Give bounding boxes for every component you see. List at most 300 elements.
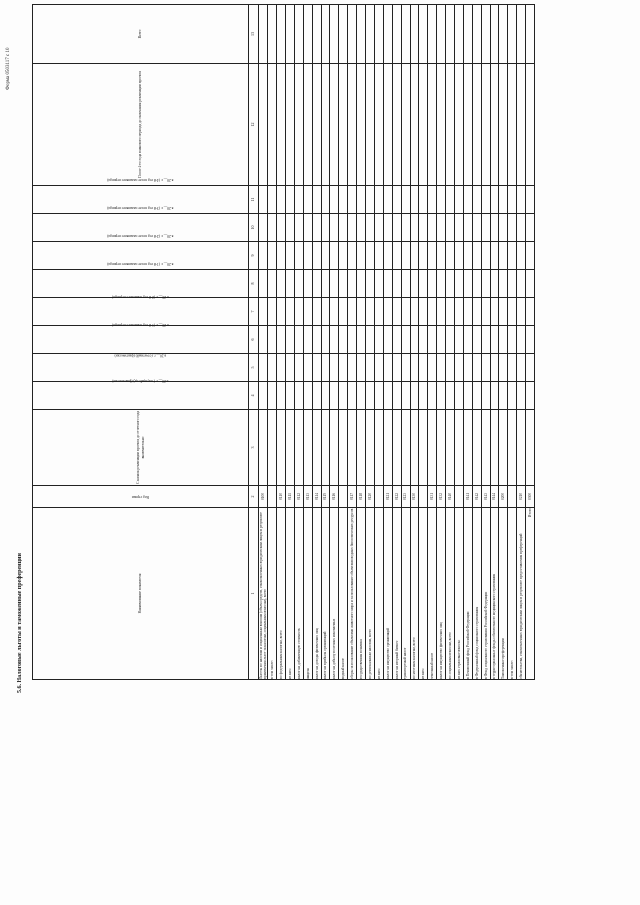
value-cell[interactable] (463, 5, 472, 64)
value-cell[interactable] (312, 410, 321, 486)
value-cell[interactable] (410, 354, 419, 382)
value-cell[interactable] (446, 410, 455, 486)
value-cell[interactable] (517, 270, 526, 298)
value-cell[interactable] (330, 186, 339, 214)
value-cell[interactable] (312, 242, 321, 270)
value-cell[interactable] (410, 186, 419, 214)
value-cell[interactable] (294, 326, 303, 354)
value-cell[interactable] (348, 5, 357, 64)
value-cell[interactable] (454, 242, 463, 270)
value-cell[interactable] (268, 214, 277, 242)
value-cell[interactable] (330, 326, 339, 354)
value-cell[interactable] (428, 242, 437, 270)
value-cell[interactable] (481, 270, 490, 298)
value-cell[interactable] (286, 186, 295, 214)
value-cell[interactable] (463, 410, 472, 486)
value-cell[interactable] (366, 354, 375, 382)
value-cell[interactable] (392, 382, 401, 410)
value-cell[interactable] (339, 354, 348, 382)
value-cell[interactable] (312, 64, 321, 186)
value-cell[interactable] (312, 5, 321, 64)
value-cell[interactable] (357, 186, 366, 214)
value-cell[interactable] (383, 270, 392, 298)
value-cell[interactable] (401, 298, 410, 326)
value-cell[interactable] (374, 214, 383, 242)
value-cell[interactable] (303, 298, 312, 326)
value-cell[interactable] (277, 214, 286, 242)
value-cell[interactable] (348, 270, 357, 298)
value-cell[interactable] (374, 382, 383, 410)
value-cell[interactable] (392, 298, 401, 326)
value-cell[interactable] (419, 298, 428, 326)
value-cell[interactable] (508, 214, 517, 242)
value-cell[interactable] (517, 186, 526, 214)
value-cell[interactable] (428, 270, 437, 298)
value-cell[interactable] (454, 186, 463, 214)
value-cell[interactable] (428, 382, 437, 410)
value-cell[interactable] (446, 270, 455, 298)
value-cell[interactable] (374, 410, 383, 486)
value-cell[interactable] (383, 354, 392, 382)
value-cell[interactable] (268, 5, 277, 64)
value-cell[interactable] (277, 5, 286, 64)
value-cell[interactable] (401, 354, 410, 382)
value-cell[interactable] (348, 382, 357, 410)
value-cell[interactable] (410, 382, 419, 410)
value-cell[interactable] (357, 64, 366, 186)
value-cell[interactable] (330, 298, 339, 326)
value-cell[interactable] (419, 326, 428, 354)
value-cell[interactable] (348, 326, 357, 354)
value-cell[interactable] (508, 382, 517, 410)
value-cell[interactable] (339, 382, 348, 410)
value-cell[interactable] (348, 298, 357, 326)
value-cell[interactable] (277, 410, 286, 486)
value-cell[interactable] (490, 382, 499, 410)
value-cell[interactable] (303, 5, 312, 64)
value-cell[interactable] (374, 326, 383, 354)
value-cell[interactable] (277, 242, 286, 270)
value-cell[interactable] (277, 270, 286, 298)
value-cell[interactable] (312, 354, 321, 382)
value-cell[interactable] (499, 326, 508, 354)
value-cell[interactable] (286, 242, 295, 270)
value-cell[interactable] (419, 270, 428, 298)
value-cell[interactable] (374, 64, 383, 186)
value-cell[interactable] (437, 270, 446, 298)
value-cell[interactable] (392, 326, 401, 354)
value-cell[interactable] (321, 326, 330, 354)
value-cell[interactable] (259, 298, 268, 326)
value-cell[interactable] (401, 214, 410, 242)
value-cell[interactable] (312, 186, 321, 214)
total-value-cell[interactable] (526, 214, 535, 242)
value-cell[interactable] (339, 214, 348, 242)
value-cell[interactable] (392, 270, 401, 298)
total-value-cell[interactable] (526, 354, 535, 382)
total-value-cell[interactable] (526, 298, 535, 326)
value-cell[interactable] (508, 270, 517, 298)
value-cell[interactable] (348, 214, 357, 242)
total-value-cell[interactable] (526, 186, 535, 214)
value-cell[interactable] (259, 242, 268, 270)
value-cell[interactable] (472, 242, 481, 270)
value-cell[interactable] (259, 326, 268, 354)
value-cell[interactable] (374, 186, 383, 214)
value-cell[interactable] (437, 298, 446, 326)
value-cell[interactable] (446, 186, 455, 214)
value-cell[interactable] (463, 186, 472, 214)
value-cell[interactable] (419, 214, 428, 242)
value-cell[interactable] (463, 270, 472, 298)
value-cell[interactable] (286, 326, 295, 354)
value-cell[interactable] (259, 410, 268, 486)
value-cell[interactable] (508, 326, 517, 354)
value-cell[interactable] (481, 410, 490, 486)
value-cell[interactable] (472, 5, 481, 64)
value-cell[interactable] (419, 64, 428, 186)
value-cell[interactable] (472, 410, 481, 486)
value-cell[interactable] (472, 326, 481, 354)
value-cell[interactable] (392, 5, 401, 64)
value-cell[interactable] (463, 354, 472, 382)
value-cell[interactable] (366, 242, 375, 270)
value-cell[interactable] (294, 64, 303, 186)
value-cell[interactable] (419, 242, 428, 270)
value-cell[interactable] (357, 298, 366, 326)
value-cell[interactable] (303, 354, 312, 382)
value-cell[interactable] (277, 354, 286, 382)
value-cell[interactable] (321, 214, 330, 242)
value-cell[interactable] (472, 382, 481, 410)
value-cell[interactable] (303, 410, 312, 486)
value-cell[interactable] (330, 64, 339, 186)
value-cell[interactable] (499, 410, 508, 486)
value-cell[interactable] (268, 410, 277, 486)
value-cell[interactable] (383, 242, 392, 270)
value-cell[interactable] (357, 214, 366, 242)
value-cell[interactable] (517, 214, 526, 242)
value-cell[interactable] (508, 354, 517, 382)
value-cell[interactable] (490, 186, 499, 214)
value-cell[interactable] (286, 354, 295, 382)
value-cell[interactable] (348, 64, 357, 186)
value-cell[interactable] (294, 354, 303, 382)
value-cell[interactable] (339, 410, 348, 486)
value-cell[interactable] (401, 410, 410, 486)
value-cell[interactable] (392, 242, 401, 270)
value-cell[interactable] (437, 64, 446, 186)
value-cell[interactable] (499, 64, 508, 186)
value-cell[interactable] (463, 64, 472, 186)
value-cell[interactable] (286, 5, 295, 64)
value-cell[interactable] (454, 410, 463, 486)
value-cell[interactable] (490, 242, 499, 270)
value-cell[interactable] (286, 214, 295, 242)
value-cell[interactable] (437, 214, 446, 242)
value-cell[interactable] (499, 242, 508, 270)
value-cell[interactable] (419, 354, 428, 382)
value-cell[interactable] (419, 5, 428, 64)
value-cell[interactable] (472, 298, 481, 326)
value-cell[interactable] (357, 5, 366, 64)
value-cell[interactable] (303, 326, 312, 354)
value-cell[interactable] (374, 5, 383, 64)
value-cell[interactable] (277, 382, 286, 410)
value-cell[interactable] (446, 354, 455, 382)
value-cell[interactable] (472, 64, 481, 186)
value-cell[interactable] (277, 186, 286, 214)
value-cell[interactable] (383, 186, 392, 214)
value-cell[interactable] (481, 5, 490, 64)
total-value-cell[interactable] (526, 410, 535, 486)
value-cell[interactable] (472, 186, 481, 214)
value-cell[interactable] (330, 382, 339, 410)
value-cell[interactable] (357, 242, 366, 270)
value-cell[interactable] (517, 242, 526, 270)
value-cell[interactable] (268, 298, 277, 326)
value-cell[interactable] (428, 354, 437, 382)
value-cell[interactable] (259, 214, 268, 242)
value-cell[interactable] (330, 214, 339, 242)
value-cell[interactable] (374, 354, 383, 382)
value-cell[interactable] (428, 298, 437, 326)
value-cell[interactable] (286, 270, 295, 298)
value-cell[interactable] (490, 326, 499, 354)
value-cell[interactable] (428, 64, 437, 186)
value-cell[interactable] (481, 354, 490, 382)
value-cell[interactable] (428, 410, 437, 486)
value-cell[interactable] (366, 64, 375, 186)
value-cell[interactable] (330, 5, 339, 64)
value-cell[interactable] (392, 354, 401, 382)
value-cell[interactable] (312, 382, 321, 410)
value-cell[interactable] (357, 354, 366, 382)
value-cell[interactable] (454, 5, 463, 64)
value-cell[interactable] (517, 382, 526, 410)
value-cell[interactable] (294, 186, 303, 214)
value-cell[interactable] (374, 242, 383, 270)
value-cell[interactable] (437, 326, 446, 354)
value-cell[interactable] (339, 64, 348, 186)
value-cell[interactable] (481, 214, 490, 242)
value-cell[interactable] (446, 326, 455, 354)
value-cell[interactable] (303, 64, 312, 186)
value-cell[interactable] (383, 298, 392, 326)
value-cell[interactable] (472, 354, 481, 382)
value-cell[interactable] (401, 242, 410, 270)
value-cell[interactable] (268, 186, 277, 214)
value-cell[interactable] (517, 354, 526, 382)
value-cell[interactable] (490, 354, 499, 382)
value-cell[interactable] (446, 64, 455, 186)
value-cell[interactable] (401, 270, 410, 298)
value-cell[interactable] (499, 270, 508, 298)
value-cell[interactable] (339, 298, 348, 326)
value-cell[interactable] (321, 382, 330, 410)
value-cell[interactable] (294, 270, 303, 298)
value-cell[interactable] (383, 64, 392, 186)
value-cell[interactable] (303, 382, 312, 410)
value-cell[interactable] (401, 64, 410, 186)
value-cell[interactable] (463, 214, 472, 242)
value-cell[interactable] (499, 382, 508, 410)
value-cell[interactable] (366, 410, 375, 486)
value-cell[interactable] (321, 186, 330, 214)
value-cell[interactable] (508, 242, 517, 270)
value-cell[interactable] (446, 382, 455, 410)
value-cell[interactable] (490, 5, 499, 64)
value-cell[interactable] (481, 186, 490, 214)
value-cell[interactable] (508, 298, 517, 326)
value-cell[interactable] (401, 5, 410, 64)
value-cell[interactable] (259, 270, 268, 298)
value-cell[interactable] (490, 64, 499, 186)
value-cell[interactable] (357, 270, 366, 298)
value-cell[interactable] (419, 382, 428, 410)
value-cell[interactable] (392, 186, 401, 214)
value-cell[interactable] (268, 270, 277, 298)
value-cell[interactable] (437, 410, 446, 486)
value-cell[interactable] (419, 186, 428, 214)
value-cell[interactable] (508, 5, 517, 64)
value-cell[interactable] (268, 326, 277, 354)
value-cell[interactable] (437, 186, 446, 214)
value-cell[interactable] (366, 270, 375, 298)
value-cell[interactable] (259, 382, 268, 410)
value-cell[interactable] (294, 242, 303, 270)
value-cell[interactable] (454, 382, 463, 410)
value-cell[interactable] (454, 64, 463, 186)
value-cell[interactable] (410, 298, 419, 326)
value-cell[interactable] (339, 186, 348, 214)
value-cell[interactable] (428, 214, 437, 242)
value-cell[interactable] (490, 410, 499, 486)
value-cell[interactable] (454, 214, 463, 242)
value-cell[interactable] (463, 298, 472, 326)
value-cell[interactable] (268, 242, 277, 270)
value-cell[interactable] (339, 270, 348, 298)
value-cell[interactable] (499, 354, 508, 382)
value-cell[interactable] (348, 410, 357, 486)
value-cell[interactable] (454, 298, 463, 326)
value-cell[interactable] (446, 214, 455, 242)
value-cell[interactable] (499, 214, 508, 242)
value-cell[interactable] (348, 242, 357, 270)
value-cell[interactable] (481, 326, 490, 354)
value-cell[interactable] (294, 214, 303, 242)
value-cell[interactable] (339, 5, 348, 64)
value-cell[interactable] (392, 214, 401, 242)
value-cell[interactable] (312, 298, 321, 326)
value-cell[interactable] (508, 186, 517, 214)
value-cell[interactable] (437, 382, 446, 410)
value-cell[interactable] (463, 326, 472, 354)
value-cell[interactable] (499, 5, 508, 64)
value-cell[interactable] (517, 326, 526, 354)
value-cell[interactable] (286, 64, 295, 186)
value-cell[interactable] (517, 410, 526, 486)
value-cell[interactable] (303, 214, 312, 242)
value-cell[interactable] (366, 298, 375, 326)
value-cell[interactable] (481, 64, 490, 186)
value-cell[interactable] (321, 298, 330, 326)
total-value-cell[interactable] (526, 382, 535, 410)
value-cell[interactable] (454, 270, 463, 298)
value-cell[interactable] (374, 298, 383, 326)
value-cell[interactable] (348, 186, 357, 214)
value-cell[interactable] (357, 410, 366, 486)
value-cell[interactable] (401, 382, 410, 410)
total-value-cell[interactable] (526, 64, 535, 186)
value-cell[interactable] (277, 64, 286, 186)
value-cell[interactable] (419, 410, 428, 486)
value-cell[interactable] (321, 410, 330, 486)
value-cell[interactable] (321, 5, 330, 64)
value-cell[interactable] (463, 382, 472, 410)
value-cell[interactable] (303, 186, 312, 214)
value-cell[interactable] (268, 354, 277, 382)
value-cell[interactable] (277, 326, 286, 354)
value-cell[interactable] (481, 298, 490, 326)
value-cell[interactable] (410, 214, 419, 242)
value-cell[interactable] (348, 354, 357, 382)
value-cell[interactable] (410, 242, 419, 270)
value-cell[interactable] (312, 270, 321, 298)
value-cell[interactable] (321, 270, 330, 298)
value-cell[interactable] (410, 64, 419, 186)
value-cell[interactable] (437, 242, 446, 270)
value-cell[interactable] (499, 298, 508, 326)
value-cell[interactable] (446, 298, 455, 326)
value-cell[interactable] (472, 214, 481, 242)
total-value-cell[interactable] (526, 5, 535, 64)
value-cell[interactable] (259, 186, 268, 214)
value-cell[interactable] (330, 354, 339, 382)
value-cell[interactable] (490, 214, 499, 242)
value-cell[interactable] (428, 326, 437, 354)
value-cell[interactable] (517, 5, 526, 64)
value-cell[interactable] (428, 5, 437, 64)
value-cell[interactable] (357, 382, 366, 410)
value-cell[interactable] (437, 5, 446, 64)
value-cell[interactable] (294, 382, 303, 410)
value-cell[interactable] (446, 5, 455, 64)
value-cell[interactable] (294, 410, 303, 486)
value-cell[interactable] (366, 214, 375, 242)
value-cell[interactable] (517, 298, 526, 326)
value-cell[interactable] (428, 186, 437, 214)
value-cell[interactable] (481, 382, 490, 410)
value-cell[interactable] (268, 64, 277, 186)
value-cell[interactable] (259, 64, 268, 186)
value-cell[interactable] (259, 5, 268, 64)
value-cell[interactable] (366, 326, 375, 354)
value-cell[interactable] (286, 298, 295, 326)
value-cell[interactable] (401, 326, 410, 354)
value-cell[interactable] (366, 5, 375, 64)
value-cell[interactable] (463, 242, 472, 270)
value-cell[interactable] (499, 186, 508, 214)
value-cell[interactable] (392, 64, 401, 186)
value-cell[interactable] (410, 410, 419, 486)
value-cell[interactable] (357, 326, 366, 354)
value-cell[interactable] (508, 64, 517, 186)
total-value-cell[interactable] (526, 270, 535, 298)
value-cell[interactable] (321, 64, 330, 186)
value-cell[interactable] (303, 270, 312, 298)
value-cell[interactable] (321, 242, 330, 270)
